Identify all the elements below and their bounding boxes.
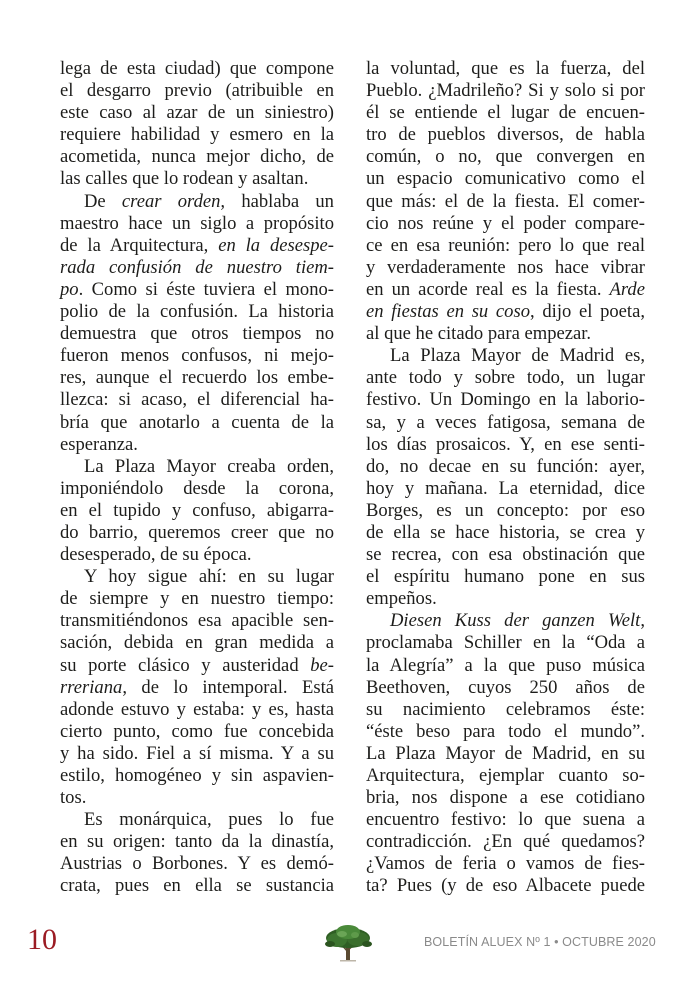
text-line [366,853,645,875]
text-run: al que he citado para empezar. [366,323,592,345]
text-line [366,500,645,522]
text-line [60,522,334,544]
text-line [366,279,645,301]
text-line [366,58,645,80]
right-text-column [366,58,645,898]
text-run: tos. [60,787,87,809]
text-line [60,500,334,522]
text-line [60,765,334,787]
text-run: este caso al azar de un siniestro) [60,102,334,124]
text-run: los días prosaicos. Y, en ese senti- [366,433,645,455]
text-line [366,655,645,677]
italic-text: en la desespe- [218,234,334,256]
text-line [60,235,334,257]
text-line [60,323,334,345]
text-run: un espacio comunicativo como el [366,168,645,190]
text-run: La Plaza Mayor creaba orden, [84,455,334,477]
text-run: la Alegría” a la que puso música [366,654,645,676]
text-line [366,191,645,213]
text-line [60,544,334,566]
text-line [60,389,334,411]
text-line [366,831,645,853]
text-run: La Plaza Mayor de Madrid, en su [366,742,645,764]
text-line [60,809,334,831]
italic-text: rada confusión de nuestro tiem- [60,256,334,278]
text-line [366,522,645,544]
text-run: en un acorde real es la fiesta. [366,278,610,300]
text-run: de siempre y en nuestro tiempo: [60,588,334,610]
text-run: ta? Pues (y de eso Albacete puede [366,875,645,897]
text-line [60,191,334,213]
text-run: y verdaderamente nos hace vibrar [366,256,645,278]
text-run: cierto punto, como fue concebida [60,720,334,742]
text-line [366,213,645,235]
italic-text: Diesen Kuss der ganzen Welt [390,610,641,632]
text-run: do, no decae en su función: ayer, [366,455,645,477]
text-run: festivo. Un Domingo en la laborio- [366,389,645,411]
text-line [366,323,645,345]
text-run: y ha sido. Fiel a sí misma. Y a su [60,742,334,764]
text-line [366,478,645,500]
text-line [60,146,334,168]
text-run: res, aunque el recuerdo los embe- [60,367,334,389]
text-run: Pueblo. ¿Madrileño? Si y solo si por [366,80,645,102]
text-line [366,456,645,478]
text-line [60,301,334,323]
text-line [60,699,334,721]
italic-text: rreriana [60,676,123,698]
text-run: tro de pueblos diversos, de habla [366,124,645,146]
text-line [60,367,334,389]
text-run: transmitiéndonos esa apacible sen- [60,610,334,632]
text-line [366,588,645,610]
text-run: Arquitectura, ejemplar cuanto so- [366,765,645,786]
text-line [60,168,334,190]
italic-text: crear orden, [121,190,226,212]
text-run: lega de esta ciudad) que compone [60,58,334,79]
text-run: esperanza. [60,433,138,455]
text-line [366,345,645,367]
text-run: , de lo intemporal. Está [122,676,334,698]
text-run: en su origen: tanto da la dinastía, [60,831,334,853]
text-line [60,588,334,610]
text-run: él se entiende el lugar de encuen- [366,102,645,124]
text-line [60,213,334,235]
text-run: común, o no, que convergen en [366,146,645,168]
text-run: de ella se hace historia, se crea y [366,521,645,543]
text-run: empeños. [366,588,437,610]
text-run: cio nos reúne y el poder compare- [366,212,645,234]
text-line [366,389,645,411]
text-line [60,478,334,500]
text-line [60,279,334,301]
text-run: Beethoven, cuyos 250 años de [366,676,645,698]
text-run: Austrias o Borbones. Y es demó- [60,853,334,875]
text-line [366,809,645,831]
text-line [366,367,645,389]
text-run: su porte clásico y austeridad [60,654,311,676]
text-line [366,124,645,146]
text-line [366,412,645,434]
text-run: “éste beso para todo el mundo”. [366,720,645,742]
text-run: De [84,190,122,212]
text-run: sa, y a veces fatigosa, semana de [366,411,645,433]
text-run: el desgarro previo (atribuible en [60,80,334,102]
page-number: 10 [27,923,57,956]
text-line [366,721,645,743]
text-line [60,102,334,124]
text-line [60,456,334,478]
text-line [60,655,334,677]
text-run: llezca: si acaso, el diferencial ha- [60,389,334,411]
text-run: ante todo y sobre todo, un lugar [366,367,645,389]
text-run: se recrea, con esa obstinación que [366,544,645,566]
publication-title: BOLETÍN ALUEX Nº 1 • OCTUBRE 2020 [424,935,656,949]
text-run: en el tupido y confuso, abigarra- [60,499,334,521]
text-run: estilo, homogéneo y sin aspavien- [60,765,334,786]
text-line [60,743,334,765]
text-run: maestro hace un siglo a propósito [60,212,334,234]
text-run: Es monárquica, pues lo fue [84,809,334,831]
italic-text: en fiestas en su coso [366,301,531,323]
text-line [366,566,645,588]
text-run: hoy y mañana. La eternidad, dice [366,477,645,499]
text-line [60,345,334,367]
text-line [366,235,645,257]
text-line [60,610,334,632]
text-run: ce en esa reunión: pero lo que real [366,234,645,256]
text-run: las calles que lo rodean y asaltan. [60,168,309,190]
text-run: desesperado, de su época. [60,544,252,566]
text-run: su nacimiento celebramos éste: [366,698,645,720]
text-run: Y hoy sigue ahí: en su lugar [84,566,334,588]
text-run: el espíritu humano pone en sus [366,566,645,588]
italic-text: be- [310,654,334,676]
text-run: la voluntad, que es la fuerza, del [366,58,645,79]
text-line [366,168,645,190]
text-line [60,875,334,897]
text-run: bria, nos dispone a ese cotidiano [366,787,645,809]
text-line [60,257,334,279]
text-line [366,257,645,279]
text-line [366,610,645,632]
text-line [60,412,334,434]
text-line [366,146,645,168]
text-line [60,58,334,80]
text-line [366,699,645,721]
text-run: fueron menos confusos, ni mejo- [60,345,334,367]
text-run: contradicción. ¿En qué quedamos? [366,831,645,853]
text-line [60,677,334,699]
text-run: crata, pues en ella se sustancia [60,875,334,897]
text-run: polio de la confusión. La historia [60,301,334,323]
text-run: ¿Vamos de feria o vamos de fies- [366,853,645,875]
text-run: que más: el de la fiesta. El comer- [366,190,645,212]
italic-text: po [60,278,79,300]
text-run: bría que anotarlo a cuenta de la [60,411,334,433]
text-run: acometida, nunca mejor dicho, de [60,146,334,168]
text-line [366,765,645,787]
text-line [366,875,645,897]
text-line [60,721,334,743]
text-run: adonde estuvo y estaba: y es, hasta [60,698,334,720]
text-line [366,80,645,102]
text-run: imponiéndolo desde la corona, [60,477,334,499]
text-run: demuestra que otros tiempos no [60,323,334,345]
text-line [366,544,645,566]
text-line [60,831,334,853]
text-run: hablaba un [225,190,334,212]
text-run: encuentro festivo: lo que suena a [366,809,645,831]
left-text-column [60,58,334,898]
text-line [60,80,334,102]
tree-icon [322,922,374,964]
italic-text: Arde [609,278,645,300]
text-line [60,124,334,146]
text-run: requiere habilidad y esmero en la [60,124,334,146]
text-line [60,787,334,809]
text-line [60,566,334,588]
text-line [60,853,334,875]
text-run: La Plaza Mayor de Madrid es, [390,345,645,367]
text-line [366,102,645,124]
text-line [366,743,645,765]
text-run: Borges, es un concepto: por eso [366,499,645,521]
text-run: , [640,610,645,632]
text-line [366,301,645,323]
text-run: . Como si éste tuviera el mono- [78,278,334,300]
text-line [60,434,334,456]
text-run: do barrio, queremos creer que no [60,521,334,543]
text-run: proclamaba Schiller en la “Oda a [366,632,645,654]
text-run: de la Arquitectura, [60,234,219,256]
text-line [366,677,645,699]
text-line [366,434,645,456]
text-run: , dijo el poeta, [530,301,646,323]
text-line [366,787,645,809]
text-run: sación, debida en gran medida a [60,632,334,654]
text-line [366,632,645,654]
text-line [60,632,334,654]
